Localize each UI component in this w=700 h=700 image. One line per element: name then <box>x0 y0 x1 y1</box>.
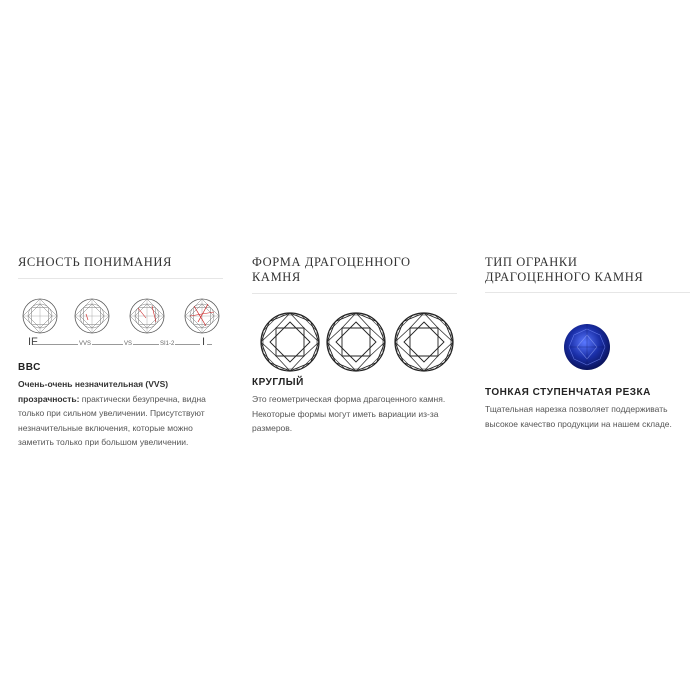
divider <box>252 293 457 294</box>
round-diamond-icons <box>252 307 462 377</box>
shape-subheading: КРУГЛЫЙ <box>252 377 304 388</box>
scale-label-i: I <box>202 336 206 348</box>
sapphire-gem-icon <box>485 321 685 377</box>
shape-section <box>252 255 462 436</box>
clarity-diamonds-icon <box>18 292 228 340</box>
clarity-heading: ЯСНОСТЬ ПОНИМАНИЯ <box>18 255 172 269</box>
cut-heading: ТИП ОГРАНКИ ДРАГОЦЕННОГО КАМНЯ <box>485 255 644 284</box>
shape-heading: ФОРМА ДРАГОЦЕННОГО КАМНЯ <box>252 255 411 284</box>
scale-label-vs: VS <box>124 341 133 347</box>
clarity-description <box>18 377 228 450</box>
scale-label-if: IF <box>28 336 38 348</box>
clarity-bold-lead: Очень-очень незначительная (VVS) прозрачность: <box>18 379 169 404</box>
cut-description: Тщательная нарезка позволяет поддерживать высокое качество продукции на нашем складе. <box>485 404 672 429</box>
scale-label-si: SI1-2 <box>160 341 175 347</box>
scale-line <box>32 344 212 345</box>
shape-figure <box>252 307 462 377</box>
divider <box>18 278 223 279</box>
shape-description: Это геометрическая форма драгоценного камня. Некоторые формы могут иметь вариации из-за размеров. <box>252 394 446 433</box>
cut-figure <box>485 321 685 377</box>
scale-label-vvs: VVS <box>79 341 92 347</box>
clarity-scale <box>18 338 228 352</box>
clarity-subheading: ВВС <box>18 362 41 373</box>
cut-subheading: ТОНКАЯ СТУПЕНЧАТАЯ РЕЗКА <box>485 387 651 398</box>
clarity-section <box>18 255 228 450</box>
cut-section <box>485 255 685 431</box>
divider <box>485 292 690 293</box>
clarity-text: практически безупречна, видна только при сильном увеличении. Присутствуют незначительные включения, которые можно заметить только при большом увеличении. <box>18 393 206 447</box>
clarity-scale-figure <box>18 292 228 362</box>
